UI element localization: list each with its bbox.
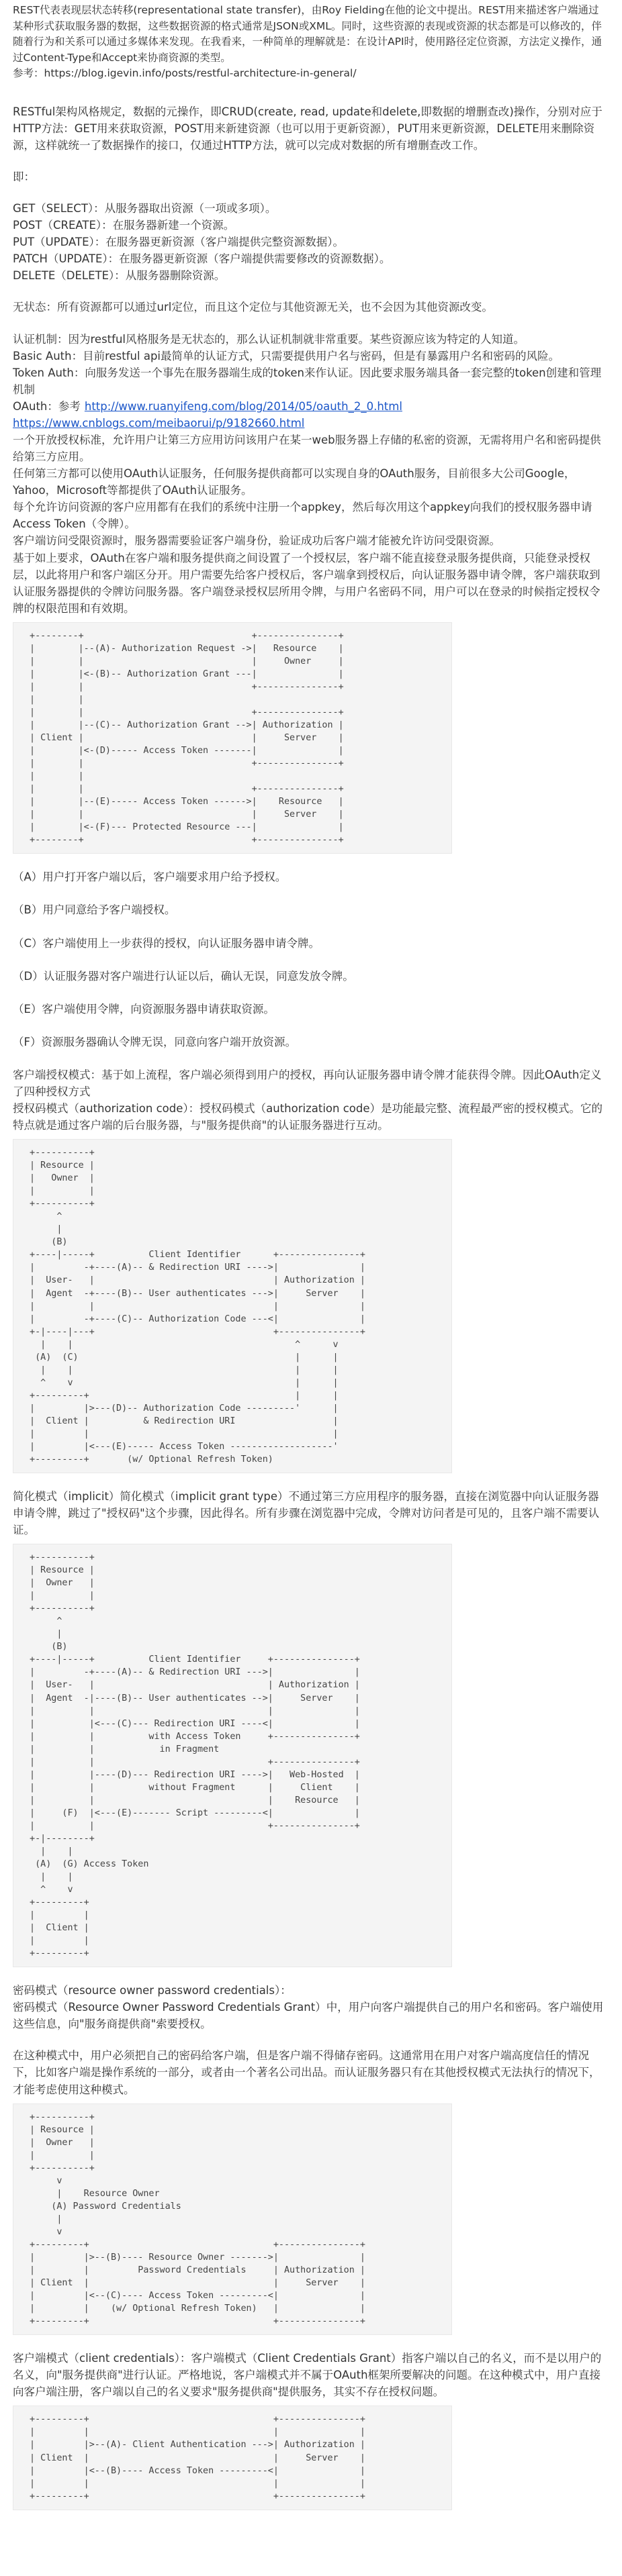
password-description: 密码模式（Resource Owner Password Credentials Grant）中，用户向客户端提供自己的用户名和密码。客户端使用这些信息，向"服务商提供商"索要授权。	[13, 2001, 604, 2031]
method-delete: DELETE（DELETE）：从服务器删除资源。	[13, 269, 226, 283]
intro-reference-url[interactable]: https://blog.igevin.info/posts/restful-architecture-in-general/	[44, 67, 357, 80]
client-credentials-diagram: +---------+ +---------------+ | | | | | |>--(A)- Client Authentication --->| Authorization | | Client | | Server | | |<--(B)---- Access Token ---------<| | | | | | +---------+ +---------------+	[13, 2406, 452, 2510]
auth-oauth-reference	[13, 398, 609, 415]
article	[13, 0, 609, 2541]
step-f: （F）资源服务器确认令牌无误，同意向客户端开放资源。	[13, 1035, 296, 1048]
oauth-flow-diagram: +--------+ +---------------+ | |--(A)- Authorization Request ->| Resource | | | | Owner | | |<-(B)-- Authorization Grant ---| | | | +---------------+ | | | | +---------------+ | |--(C)-- Authorization Grant -->| Authorization | | Client | | Server | | |<-(D)----- Access Token -------| | | | +---------------+ | | | | +---------------+ | |--(E)----- Access Token ------>| Resource | | | | Server | | |<-(F)--- Protected Resource ---| | +--------+ +---------------+	[13, 622, 452, 854]
restful-paragraph: RESTful架构风格规定，数据的元操作，即CRUD(create, read, update和delete,即数据的增删查改)操作，分别对应于HTTP方法：GET用来获取资源，POST用来新建资源（也可以用于更新资源），PUT用来更新资源，DELETE用来删除资源，这样就统一了数据操作的接口，仅通过HTTP方法，就可以完成对数据的所有增删查改工作。	[13, 105, 603, 152]
client-mode-paragraph: 客户端模式（client credentials）：客户端模式（Client Credentials Grant）指客户端以自己的名义，而不是以用户的名义，向"服务提供商"进行认证。严格地说，客户端模式并不属于OAuth框架所要解决的问题。在这种模式中，用户直接向客户端注册，客户端以自己的名义要求"服务提供商"提供服务，其实不存在授权问题。	[13, 2352, 602, 2399]
password-title: 密码模式（resource owner password credentials）：	[13, 1984, 292, 1997]
step-c: （C）客户端使用上一步获得的授权，向认证服务器申请令牌。	[13, 936, 320, 950]
method-put: PUT（UPDATE）：在服务器更新资源（客户端提供完整资源数据）。	[13, 236, 345, 249]
intro-reference-label: 参考：	[13, 67, 44, 80]
auth-oauth-reference-2	[13, 415, 609, 432]
step-e: （E）客户端使用令牌，向资源服务器申请获取资源。	[13, 1002, 275, 1015]
method-get: GET（SELECT）：从服务器取出资源（一项或多项）。	[13, 202, 277, 215]
password-detail: 在这种模式中，用户必须把自己的密码给客户端，但是客户端不得储存密码。这通常用在用户对客户端高度信任的情况下，比如客户端是操作系统的一部分，或者由一个著名公司出品。而认证服务器只有在其他授权模式无法执行的情况下，才能考虑使用这种模式。	[13, 2049, 601, 2096]
restful-namely: 即：	[13, 170, 35, 183]
method-patch: PATCH（UPDATE）：在服务器更新资源（客户端提供需要修改的资源数据）。	[13, 252, 391, 266]
method-post: POST（CREATE）：在服务器新建一个资源。	[13, 219, 235, 232]
oauth-link-cnblogs[interactable]: https://www.cnblogs.com/meibaorui/p/9182660.html	[13, 416, 305, 430]
step-b: （B）用户同意给予客户端授权。	[13, 903, 176, 917]
implicit-paragraph: 简化模式（implicit）简化模式（implicit grant type）不通过第三方应用程序的服务器，直接在浏览器中向认证服务器申请令牌，跳过了"授权码"这个步骤，因此得名。所有步骤在浏览器中完成，令牌对访问者是可见的，且客户端不需要认证。	[13, 1489, 600, 1537]
implicit-diagram: +----------+ | Resource | | Owner | | | +----------+ ^ | (B) +----|-----+ Client Identifier +---------------+ | -+----(A)-- & Redirection URI --->| | | User- | | Authorization | | Agent -|----(B)-- User authenticates -->| Server | | | | | | |<---(C)--- Redirection URI ----<| | | | with Access Token +---------------+ | | in Fragment | | +---------------+ | |----(D)--- Redirection URI ---->| Web-Hosted | | | without Fragment | Client | | | | Resource | | (F) |<---(E)------- Script ---------<| | | | +---------------+ +-|--------+ | | (A) (G) Access Token | | ^ v +---------+ | | | Client | | | +---------+	[13, 1544, 452, 1967]
grant-auth-code: 授权码模式（authorization code）：授权码模式（authorization code）是功能最完整、流程最严密的授权模式。它的特点就是通过客户端的后台服务器，与"服务提供商"的认证服务器进行互动。	[13, 1102, 603, 1132]
auth-code-diagram: +----------+ | Resource | | Owner | | | +----------+ ^ | (B) +----|-----+ Client Identifier +---------------+ | -+----(A)-- & Redirection URI ---->| | | User- | | Authorization | | Agent -+----(B)-- User authenticates --->| Server | | | | | | -+----(C)-- Authorization Code ---<| | +-|----|---+ +---------------+ | | ^ v (A) (C) | | | | | | ^ v | | +---------+ | | | |>---(D)-- Authorization Code ---------' | | Client | & Redirection URI | | | | | |<---(E)----- Access Token -------------------' +---------+ (w/ Optional Refresh Token)	[13, 1139, 452, 1473]
intro-paragraph: REST代表表现层状态转移(representational state transfer)，由Roy Fielding在他的论文中提出。REST用来描述客户端通过某种形式获取服务器的数据，这些数据资源的格式通常是JSON或XML。同时，这些资源的表现或资源的状态都是可以修改的，伴随着行为和关系可以通过多媒体来发现。在我看来，一种简单的理解就是：在设计API时，使用路径定位资源，方法定义操作，通过Content-Type和Accept来协商资源的类型。	[13, 4, 603, 64]
password-diagram: +----------+ | Resource | | Owner | | | +----------+ v | Resource Owner (A) Password Credentials | v +---------+ +---------------+ | |>--(B)---- Resource Owner ------->| | | | Password Credentials | Authorization | | Client | | Server | | |<--(C)---- Access Token ---------<| | | | (w/ Optional Refresh Token) | | +---------+ +---------------+	[13, 2103, 452, 2336]
oauth-link-ruanyifeng[interactable]: http://www.ruanyifeng.com/blog/2014/05/oauth_2_0.html	[84, 399, 402, 413]
oauth-label: OAuth：参考	[13, 399, 81, 413]
intro-reference	[13, 66, 609, 82]
auth-token: Token Auth：向服务发送一个事先在服务器端生成的token来作认证。因此要求服务端具备一套完整的token创建和管理机制	[13, 366, 602, 396]
grant-intro: 客户端授权模式：基于如上流程，客户端必须得到用户的授权，再向认证服务器申请令牌才能获得令牌。因此OAuth定义了四种授权方式	[13, 1068, 602, 1098]
step-d: （D）认证服务器对客户端进行认证以后，确认无误，同意发放令牌。	[13, 969, 354, 983]
step-a: （A）用户打开客户端以后，客户端要求用户给予授权。	[13, 871, 287, 884]
auth-intro: 认证机制：因为restful风格服务是无状态的，那么认证机制就非常重要。某些资源应该为特定的人知道。	[13, 332, 525, 346]
stateless-paragraph: 无状态：所有资源都可以通过url定位，而且这个定位与其他资源无关，也不会因为其他资源改变。	[13, 301, 493, 314]
auth-basic: Basic Auth：目前restful api最简单的认证方式，只需要提供用户名与密码，但是有暴露用户名和密码的风险。	[13, 349, 560, 362]
oauth-description: 一个开放授权标准，允许用户让第三方应用访问该用户在某一web服务器上存储的私密的资源，无需将用户名和密码提供给第三方应用。 任何第三方都可以使用OAuth认证服务，任何服务提供商都可以实现自身的OAuth服务，目前很多大公司Google，Yahoo，Microsoft等都提供了OAuth认证服务。 每个允许访问资源的客户应用都有在我们的系统中注册一个appkey，然后每次用这个appkey向我们的授权服务器申请Access Token（令牌）。 客户端访问受限资源时，服务器需要验证客户端身份，验证成功后客户端才能被允许访问受限资源。 基于如上要求，OAuth在客户端和服务提供商之间设置了一个授权层，客户端不能直接登录服务提供商，只能登录授权层，以此将用户和客户端区分开。用户需要先给客户授权后，客户端拿到授权后，向认证服务器申请令牌，客户端获取到认证服务器提供的令牌访问服务器。客户端登录授权层所用令牌，与用户名密码不同，用户可以在登录的时候指定授权令牌的权限范围和有效期。	[13, 433, 601, 615]
